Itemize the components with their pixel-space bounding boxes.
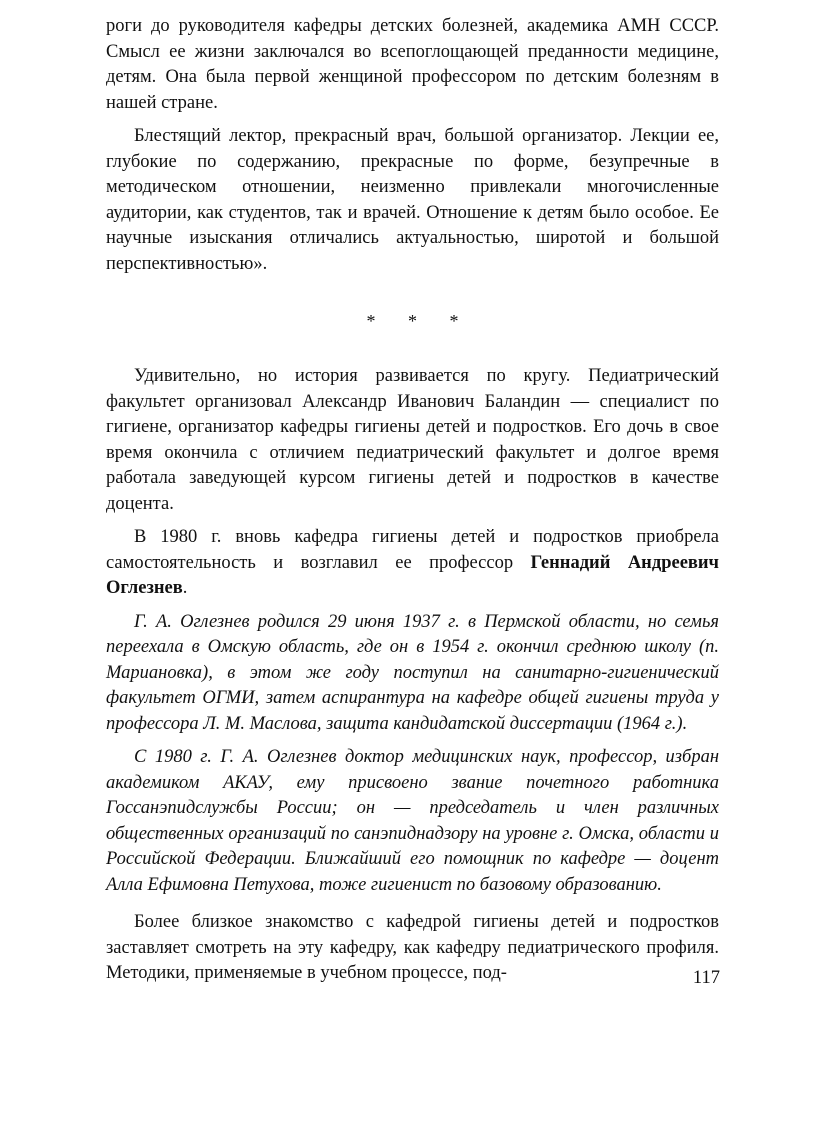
page-number: 117 bbox=[692, 968, 720, 988]
professor-name: Геннадий Андреевич Оглезнев bbox=[106, 552, 719, 598]
paragraph-2: Блестящий лектор, прекрасный врач, большой организатор. Лекции ее, глубокие по содержанию, прекрасные по форме, безупречные в методическом отношении, неизменно привлекали многочисленные аудитории, как студентов, так и врачей. Отношение к детям было особое. Ее научные изыскания отличались актуальностью, широтой и большой перспективностью». bbox=[106, 126, 719, 274]
paragraph-4-end: . bbox=[182, 578, 188, 598]
paragraph-5-biography: Г. А. Оглезнев родился 29 июня 1937 г. в Пермской области, но семья переехала в Омскую область, где он в 1954 г. окончил среднюю школу (п. Мариановка), в этом же году поступил на санитарно-гигиенический факультет ОГМИ, затем аспирантура на кафедре общей гигиены труда у профессора Л. М. Маслова, защита кандидатской диссертации (1964 г.). bbox=[106, 611, 719, 734]
paragraph-6-biography: С 1980 г. Г. А. Оглезнев доктор медицинских наук, профессор, избран академиком АКАУ, ему присвоено звание почетного работника Госсанэпидслужбы России; он — председатель и член различных общественных организаций по санэпиднадзору на уровне г. Омска, области и Российской Федерации. Ближайший его помощник по кафедре — доцент Алла Ефимовна Петухова, тоже гигиенист по базовому образованию. bbox=[106, 747, 719, 895]
page-body bbox=[106, 14, 719, 987]
paragraph-4-text: В 1980 г. вновь кафедра гигиены детей и подростков приобрела самостоятельность и возглавил ее профессор bbox=[106, 527, 719, 573]
paragraph-3: Удивительно, но история развивается по кругу. Педиатрический факультет организовал Александр Иванович Баландин — специалист по гигиене, организатор кафедры гигиены детей и подростков. Его дочь в свое время окончила с отличием педиатрический факультет и долгое время работала заведующей курсом гигиены детей и подростков в качестве доцента. bbox=[106, 366, 719, 514]
paragraph-4 bbox=[106, 525, 719, 602]
section-separator: * * * bbox=[366, 311, 473, 331]
paragraph-1: роги до руководителя кафедры детских болезней, академика АМН СССР. Смысл ее жизни заключался во всепоглощающей преданности медицине, детям. Она была первой женщиной профессором по детским болезням в нашей стране. bbox=[106, 16, 719, 113]
paragraph-7: Более близкое знакомство с кафедрой гигиены детей и подростков заставляет смотреть на эту кафедру, как кафедру педиатрического профиля. Методики, применяемые в учебном процессе, под- bbox=[106, 912, 719, 983]
